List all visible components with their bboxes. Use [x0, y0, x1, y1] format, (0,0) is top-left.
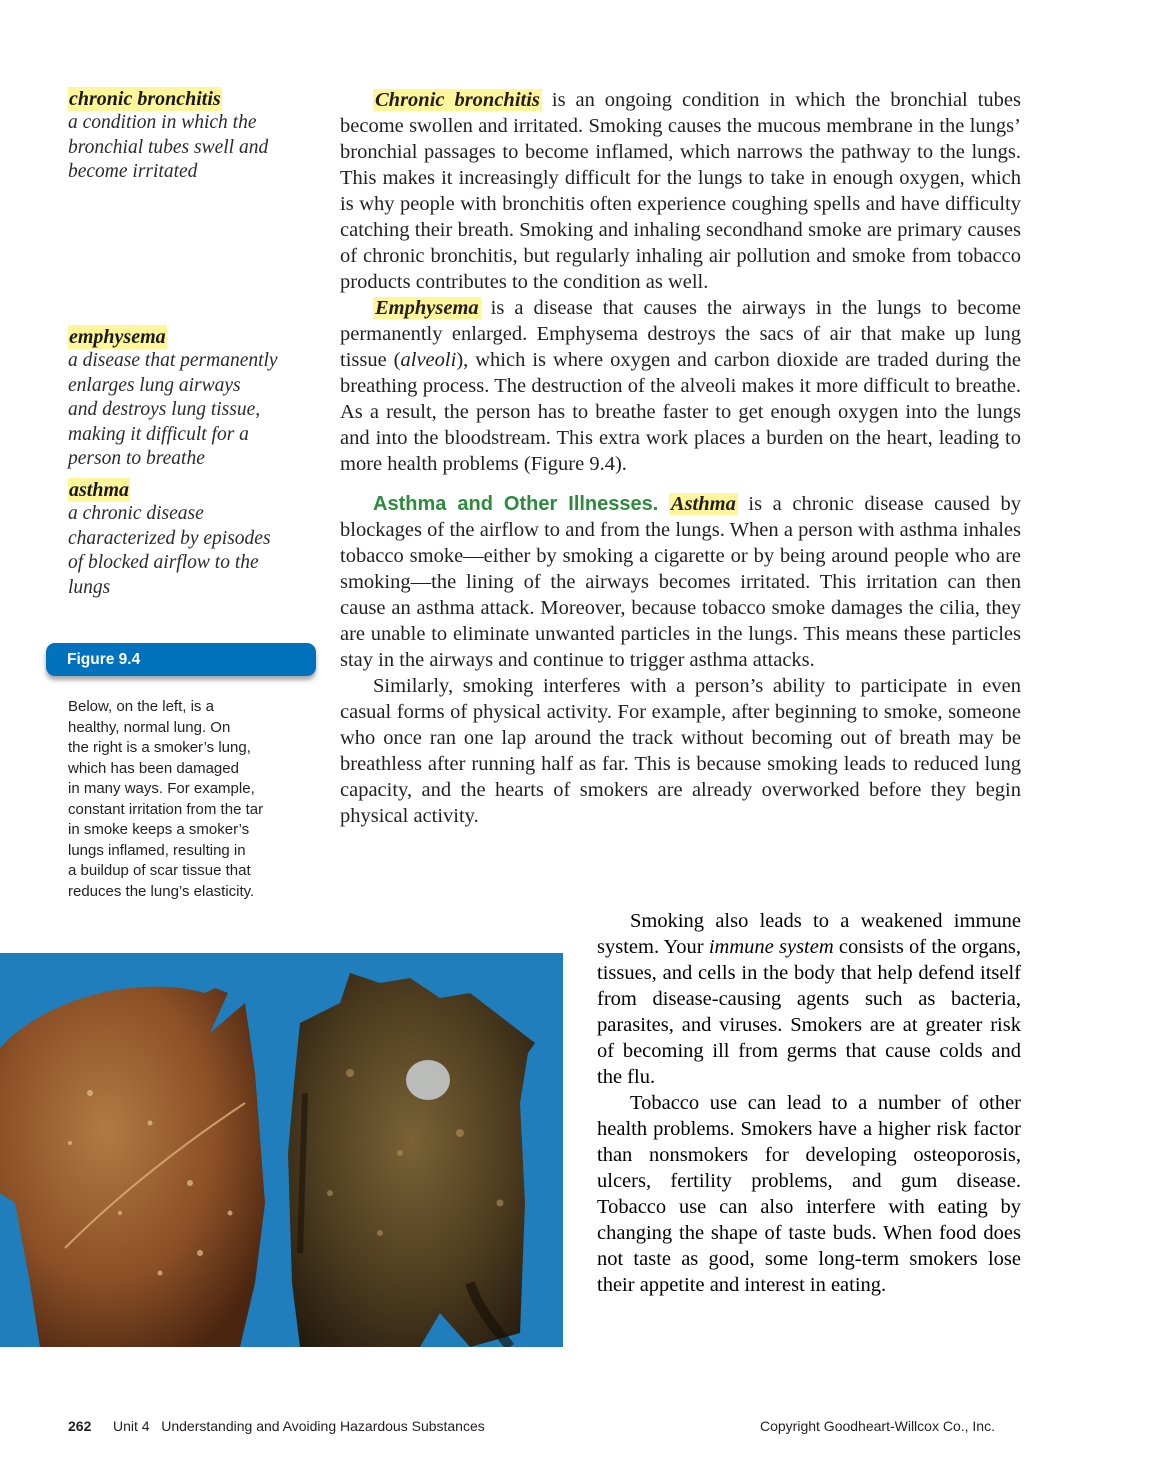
key-term: Emphysema: [375, 297, 479, 319]
caption-line: Below, on the left, is a: [68, 698, 214, 715]
paragraph-text: consists of the organs, tissues, and cells in the body that help defend itself from disease-causing agents such as bacteria, parasites, and viruses. Smokers are at greater risk of becoming ill from germs that cause colds and the flu.: [597, 936, 1022, 1088]
definition-line: bronchial tubes swell and: [68, 136, 269, 158]
figure-caption: [68, 697, 318, 902]
lungs-photo: [0, 953, 563, 1347]
glossary-term: chronic bronchitis: [69, 88, 221, 110]
caption-line: healthy, normal lung. On: [68, 718, 231, 736]
definition-line: a disease that permanently: [68, 350, 278, 371]
main-text-narrow: [597, 908, 1021, 1298]
glossary-entry-emphysema: [68, 325, 308, 472]
main-text: [340, 87, 1021, 829]
italic-term: immune system: [708, 936, 834, 958]
definition-line: a condition in which the: [68, 112, 257, 133]
glossary-definition: [68, 349, 308, 472]
glossary-term: emphysema: [69, 326, 166, 348]
glossary-definition: [68, 502, 308, 600]
healthy-lung: [0, 987, 265, 1347]
smoker-lung: [288, 973, 535, 1347]
copyright-notice: Copyright Goodheart-Willcox Co., Inc.: [760, 1418, 995, 1434]
paragraph-text: is an ongoing condition in which the bronchial tubes become swollen and irritated. Smoking causes the mucous membrane in the lungs’ bronchial passages to become inflamed, which narrows the pathway to the lungs. This makes it increasingly difficult for the lungs to take in enough oxygen, which is why people with bronchitis often experience coughing spells and have difficulty catching their breath. Smoking and inhaling secondhand smoke are primary causes of chronic bronchitis, but regularly inhaling air pollution and smoke from tobacco products contributes to the condition as well.: [340, 89, 1021, 293]
page-number: 262: [68, 1418, 92, 1434]
paragraph-text: is a disease that causes the airways in the lungs to become permanently enlarged. Emphysema destroys the sacs of air that make up lung tissue (: [340, 297, 1021, 371]
italic-term: alveoli: [400, 349, 457, 371]
paragraph-physical-activity: [340, 673, 1021, 829]
lungs-illustration: [0, 953, 563, 1347]
paragraph-other-problems: [597, 1090, 1021, 1298]
definition-line: become irritated: [68, 161, 198, 182]
caption-line: the right is a smoker’s lung,: [68, 739, 251, 756]
definition-line: lungs: [68, 576, 111, 598]
glossary-entry-asthma: [68, 478, 308, 600]
caption-line: which has been damaged: [68, 759, 239, 777]
paragraph-text: Similarly, smoking interferes with a person’s ability to participate in even casual forms of physical activity. For example, after beginning to smoke, someone who once ran one lap around the track without becoming out of breath may be breathless after running half as far. This is because smoking leads to reduced lung capacity, and the hearts of smokers are already overworked before they begin physical activity.: [340, 675, 1021, 827]
caption-line: lungs inflamed, resulting in: [68, 841, 246, 859]
paragraph-text: is a chronic disease caused by blockages of the airflow to and from the lungs. When a person with asthma inhales tobacco smoke—either by smoking a cigarette or by being around people who are smoking—the lining of the airways becomes irritated. This irritation can then cause an asthma attack. Moreover, because tobacco smoke damages the cilia, they are unable to eliminate unwanted particles in the lungs. This means these particles stay in the airways and continue to trigger asthma attacks.: [340, 493, 1022, 671]
paragraph-chronic-bronchitis: [340, 87, 1021, 295]
definition-line: enlarges lung airways: [68, 374, 241, 396]
paragraph-asthma: [340, 491, 1021, 673]
glossary-entry-chronic-bronchitis: [68, 87, 308, 185]
unit-title: Unit 4 Understanding and Avoiding Hazardous Substances: [113, 1418, 485, 1434]
figure-label-text: Figure 9.4: [67, 650, 141, 668]
paragraph-text: Smoking also leads to a weakened immune system. Your: [597, 910, 1021, 958]
definition-line: making it difficult for a: [68, 423, 249, 445]
caption-line: in many ways. For example,: [68, 780, 255, 797]
caption-line: reduces the lung’s elasticity.: [68, 882, 255, 900]
caption-line: in smoke keeps a smoker’s: [68, 821, 250, 838]
paragraph-text: Tobacco use can lead to a number of other health problems. Smokers have a higher risk factor than nonsmokers for developing osteoporosis, ulcers, fertility problems, and gum disease. Tobacco use can also interfere with eating by changing the shape of taste buds. When food does not taste as good, some long-term smokers lose their appetite and interest in eating.: [597, 1092, 1021, 1296]
key-term: Asthma: [670, 493, 736, 515]
definition-line: of blocked airflow to the: [68, 552, 259, 573]
paragraph-text: ), which is where oxygen and carbon dioxide are traded during the breathing process. The destruction of the alveoli makes it more difficult to breathe. As a result, the person has to breathe faster to get enough oxygen into the lungs and into the bloodstream. This extra work places a burden on the heart, leading to more health problems (Figure 9.4).: [340, 349, 1021, 475]
section-subhead: Asthma and Other Illnesses.: [373, 493, 659, 515]
figure-label: [46, 643, 316, 676]
definition-line: a chronic disease: [68, 503, 204, 524]
paragraph-immune-system: [597, 908, 1021, 1090]
definition-line: person to breathe: [68, 448, 205, 469]
paragraph-emphysema: [340, 295, 1021, 477]
caption-line: constant irritation from the tar: [68, 800, 264, 818]
definition-line: characterized by episodes: [68, 527, 271, 549]
glossary-term: asthma: [69, 479, 130, 501]
glossary-definition: [68, 111, 308, 185]
caption-line: a buildup of scar tissue that: [68, 862, 251, 879]
definition-line: and destroys lung tissue,: [68, 399, 261, 420]
key-term: Chronic bronchitis: [375, 89, 540, 111]
